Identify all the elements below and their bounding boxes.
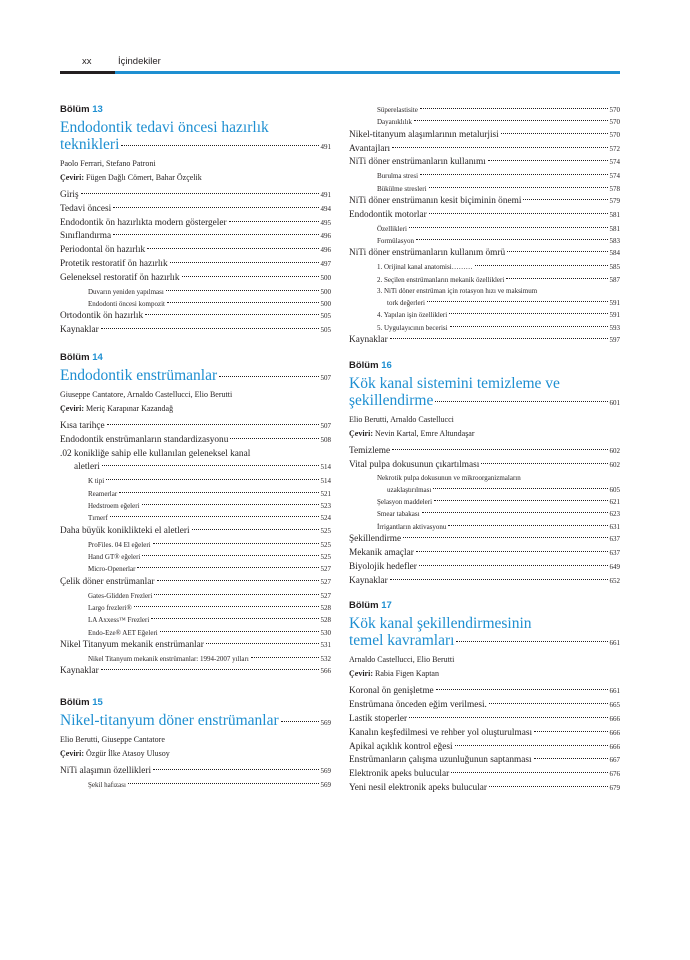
toc-subentry[interactable]: Largo frezleri® 528 xyxy=(88,604,331,613)
toc-subentry[interactable]: K tipi 514 xyxy=(88,477,331,486)
toc-subentry-wrapped[interactable]: Nekrotik pulpa dokusunun ve mikroorganizmaların xyxy=(377,473,521,482)
toc-entry[interactable]: Vital pulpa dokusunun çıkartılması 602 xyxy=(349,459,620,470)
toc-subentry[interactable]: Nikel Titanyum mekanik enstrümanlar: 1994-2007 yılları 532 xyxy=(88,655,331,664)
toc-subentry[interactable]: Süperelastisite 570 xyxy=(377,106,620,114)
page-number: xx xyxy=(82,56,92,67)
toc-entry[interactable]: Ortodontik ön hazırlık 505 xyxy=(60,311,331,322)
toc-entry[interactable]: Şekillendirme 637 xyxy=(349,534,620,545)
toc-subentry[interactable]: 1. Orijinal kanal anatomisi……… 585 xyxy=(377,263,620,272)
chapter-title[interactable]: Nikel-titanyum döner enstrümanlar 569 xyxy=(60,712,331,730)
toc-entry[interactable]: Endodontik ön hazırlıkta modern göstergeler 495 xyxy=(60,217,331,228)
toc-subentry[interactable]: Formülasyon 583 xyxy=(377,237,620,246)
toc-entry[interactable]: Temizleme 602 xyxy=(349,446,620,457)
chapter-authors: Paolo Ferrari, Stefano Patroni xyxy=(60,159,156,168)
chapter-translator: Çeviri: Nevin Kartal, Emre Altundaşar xyxy=(349,429,475,439)
toc-subentry[interactable]: Şekil hafızası 569 xyxy=(88,781,331,790)
toc-entry[interactable]: Tedavi öncesi 494 xyxy=(60,203,331,214)
chapter-title[interactable]: Endodontik tedavi öncesi hazırlık teknikleri 491 xyxy=(60,119,331,153)
toc-subentry[interactable]: ProFiles. 04 El eğeleri 525 xyxy=(88,540,331,549)
toc-entry[interactable]: Avantajları 572 xyxy=(349,143,620,154)
toc-subentry[interactable]: Endodonti öncesi kompozit 500 xyxy=(88,299,331,308)
toc-subentry[interactable]: Gates-Glidden Frezleri 527 xyxy=(88,591,331,600)
toc-entry[interactable]: NiTi döner enstrümanların kullanım ömrü 584 xyxy=(349,248,620,259)
toc-entry[interactable]: Kanalın keşfedilmesi ve rehber yol oluşturulması 666 xyxy=(349,727,620,738)
chapter-authors: Giuseppe Cantatore, Arnaldo Castellucci, Elio Berutti xyxy=(60,389,233,399)
toc-entry[interactable]: Çelik döner enstrümanlar 527 xyxy=(60,576,331,587)
chapter-label: Bölüm 13 xyxy=(60,104,103,115)
toc-subentry[interactable]: Duvarın yeniden yapılması 500 xyxy=(88,287,331,296)
toc-entry[interactable]: Kaynaklar 652 xyxy=(349,575,620,586)
chapter-translator: Çeviri: Fügen Dağlı Cömert, Bahar Özçelik xyxy=(60,173,202,182)
toc-subentry[interactable]: Endo-Eze® AET Eğeleri 530 xyxy=(88,628,331,637)
toc-subentry[interactable]: uzaklaştırılması 605 xyxy=(387,485,620,494)
toc-entry[interactable]: Nikel Titanyum mekanik enstrümanlar 531 xyxy=(60,640,331,651)
toc-subentry[interactable]: İrrigantların aktivasyonu 631 xyxy=(377,522,620,531)
toc-entry[interactable]: Periodontal ön hazırlık 496 xyxy=(60,245,331,256)
chapter-title[interactable]: Endodontik enstrümanlar 507 xyxy=(60,366,331,384)
toc-subentry[interactable]: 2. Seçilen enstrümanların mekanik özellikleri 587 xyxy=(377,275,620,284)
toc-entry[interactable]: Koronal ön genişletme 661 xyxy=(349,686,620,697)
chapter-title[interactable]: Kök kanal sistemini temizleme ve şekillendirme 601 xyxy=(349,375,620,410)
toc-entry[interactable]: NiTi alaşımın özellikleri 569 xyxy=(60,766,331,777)
toc-entry[interactable]: Sınıflandırma 496 xyxy=(60,231,331,242)
toc-subentry[interactable]: 5. Uygulayıcının becerisi 593 xyxy=(377,323,620,332)
toc-subentry[interactable]: Hand GT® eğeleri 525 xyxy=(88,553,331,561)
toc-subentry[interactable]: 4. Yapılan işin özellikleri 591 xyxy=(377,311,620,320)
toc-subentry[interactable]: Burulma stresi 574 xyxy=(377,172,620,181)
toc-entry[interactable]: Geleneksel restoratif ön hazırlık 500 xyxy=(60,272,331,283)
toc-subentry[interactable]: Tırnerf 524 xyxy=(88,514,331,523)
toc-entry[interactable]: NiTi döner enstrümanların kullanımı 574 xyxy=(349,157,620,168)
toc-entry[interactable]: Nikel-titanyum alaşımlarının metalurjisi 570 xyxy=(349,129,620,140)
toc-entry[interactable]: Biyolojik hedefler 649 xyxy=(349,561,620,572)
toc-subentry[interactable]: Smear tabakası 623 xyxy=(377,510,620,519)
toc-entry[interactable]: aletleri 514 xyxy=(74,462,331,473)
toc-entry[interactable]: Lastik stoperler 666 xyxy=(349,714,620,725)
toc-subentry[interactable]: Özellikleri 581 xyxy=(377,224,620,233)
toc-entry[interactable]: Kaynaklar 597 xyxy=(349,335,620,346)
toc-entry[interactable]: Elektronik apeks bulucular 676 xyxy=(349,769,620,780)
toc-column-right xyxy=(349,104,620,796)
toc-entry[interactable]: Endodontik enstrümanların standardizasyonu 508 xyxy=(60,434,331,445)
page-header xyxy=(0,0,690,80)
chapter-authors: Elio Berutti, Arnaldo Castellucci xyxy=(349,415,454,425)
toc-entry[interactable]: Kısa tarihçe 507 xyxy=(60,420,331,431)
toc-subentry[interactable]: Şelasyon maddeleri 621 xyxy=(377,498,620,507)
toc-subentry[interactable]: LA Axxess™ Frezleri 528 xyxy=(88,616,331,625)
chapter-authors: Arnaldo Castellucci, Elio Berutti xyxy=(349,655,455,665)
toc-column-left xyxy=(60,104,331,791)
toc-subentry[interactable]: Hedstroem eğeleri 523 xyxy=(88,501,331,510)
chapter-translator: Çeviri: Rabia Figen Kaptan xyxy=(349,669,439,679)
toc-subentry[interactable]: Reamerlar 521 xyxy=(88,489,331,498)
toc-subentry[interactable]: tork değerleri 591 xyxy=(387,299,620,308)
toc-entry[interactable]: Daha büyük koniklikteki el aletleri 525 xyxy=(60,525,331,536)
toc-entry[interactable]: Giriş 491 xyxy=(60,190,331,200)
toc-entry[interactable]: Enstrümanların çalışma uzunluğunun saptanması 667 xyxy=(349,755,620,766)
toc-subentry[interactable]: Micro-Openerlar 527 xyxy=(88,565,331,574)
toc-subentry-wrapped[interactable]: 3. NiTi döner enstrüman için rotasyon hızı ve maksimum xyxy=(377,287,538,296)
chapter-label: Bölüm 14 xyxy=(60,351,103,363)
header-rule-accent xyxy=(115,71,620,74)
toc-subentry[interactable]: Bükülme stresleri 578 xyxy=(377,184,620,193)
running-title: İçindekiler xyxy=(118,56,161,67)
chapter-title[interactable]: Kök kanal şekillendirmesinin temel kavramları 661 xyxy=(349,615,620,650)
chapter-authors: Elio Berutti, Giuseppe Cantatore xyxy=(60,735,165,745)
chapter-label: Bölüm 17 xyxy=(349,600,392,612)
toc-entry[interactable]: Apikal açıklık kontrol eğesi 666 xyxy=(349,741,620,752)
chapter-translator: Çeviri: Özgür İlke Atasoy Ulusoy xyxy=(60,749,170,759)
chapter-label: Bölüm 15 xyxy=(60,697,103,709)
chapter-translator: Çeviri: Meriç Karapınar Kazandağ xyxy=(60,403,174,413)
toc-entry[interactable]: Kaynaklar 566 xyxy=(60,666,331,677)
toc-entry[interactable]: Mekanik amaçlar 637 xyxy=(349,548,620,559)
header-rule-dark xyxy=(60,71,115,74)
toc-entry-wrapped[interactable]: .02 konikliğe sahip elle kullanılan geleneksel kanal xyxy=(60,448,251,459)
toc-entry[interactable]: Endodontik motorlar 581 xyxy=(349,209,620,220)
toc-subentry[interactable]: Dayanıklılık 570 xyxy=(377,118,620,127)
toc-entry[interactable]: NiTi döner enstrümanın kesit biçiminin önemi 579 xyxy=(349,196,620,207)
toc-entry[interactable]: Kaynaklar 505 xyxy=(60,325,331,336)
toc-entry[interactable]: Yeni nesil elektronik apeks bulucular 679 xyxy=(349,783,620,794)
toc-entry[interactable]: Protetik restoratif ön hazırlık 497 xyxy=(60,258,331,269)
chapter-label: Bölüm 16 xyxy=(349,360,392,372)
toc-entry[interactable]: Enstrümana önceden eğim verilmesi. 665 xyxy=(349,700,620,711)
